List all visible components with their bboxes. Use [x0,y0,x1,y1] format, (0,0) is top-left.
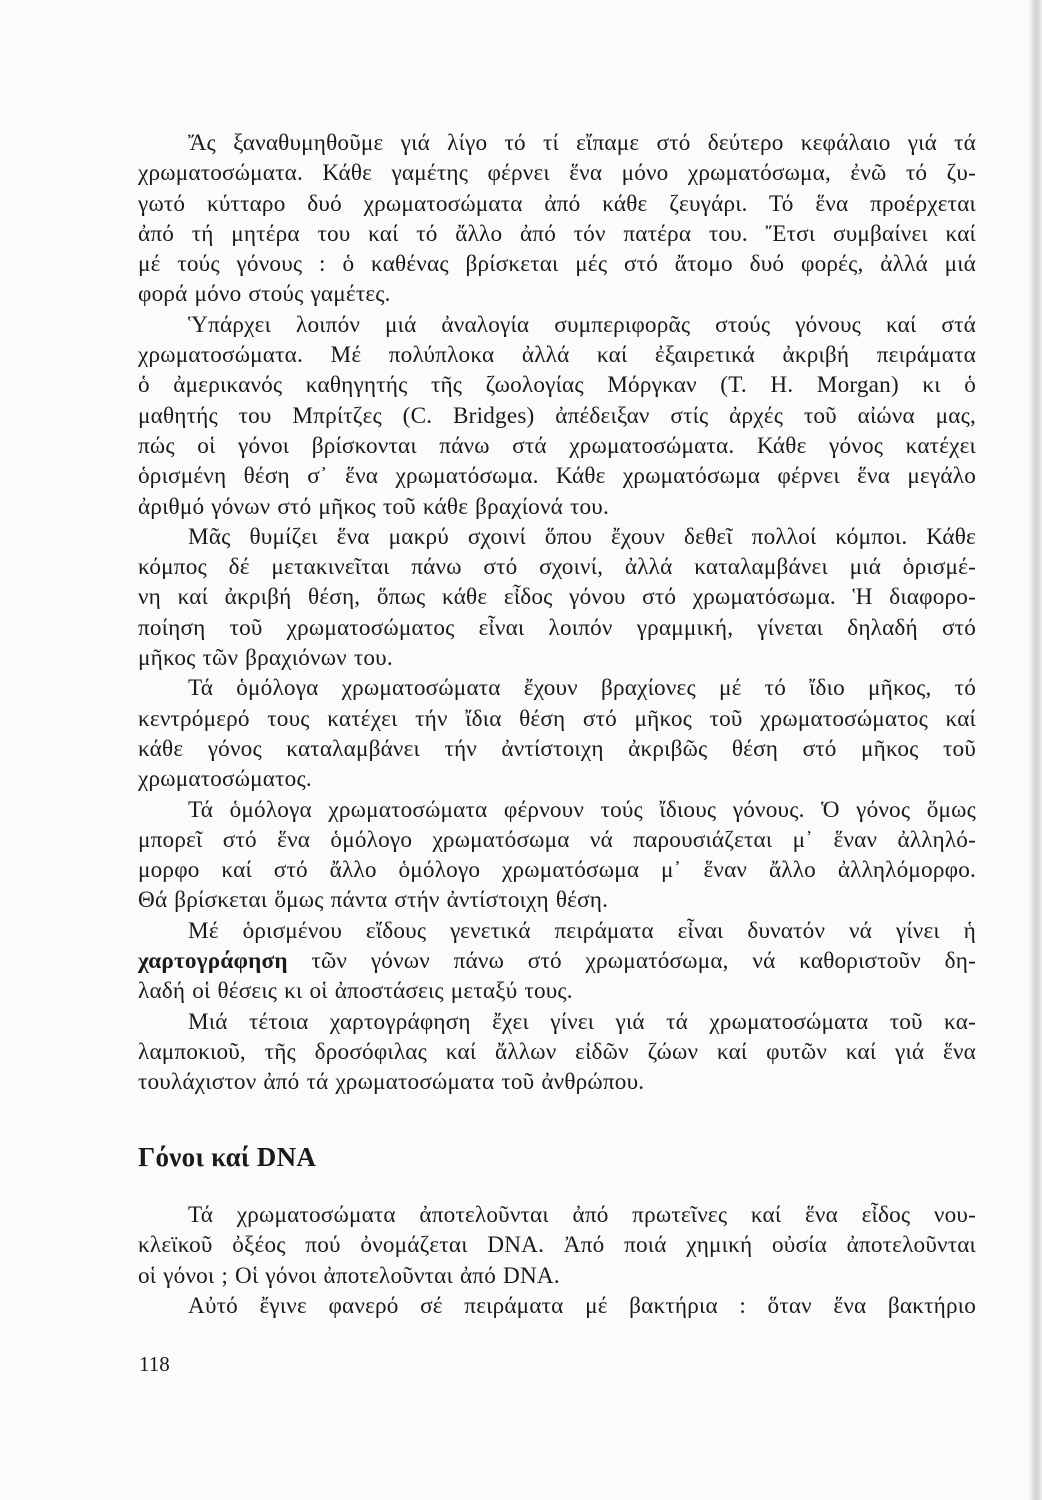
text-line: οἱ γόνοι ; Οἱ γόνοι ἀποτελοῦνται ἀπό DNA. [138,1262,560,1289]
paragraph [138,673,976,794]
text-line: ἀπό τή μητέρα του καί τό ἄλλο ἀπό τόν πατέρα του. Ἔτσι συμβαίνει καί [138,220,976,247]
paragraph [138,310,976,522]
text-line: Τά χρωματοσώματα ἀποτελοῦνται ἀπό πρωτεῖνες καί ἕνα εἶδος νου- [188,1202,976,1228]
text-line: μέ τούς γόνους : ὁ καθένας βρίσκεται μές στό ἄτομο δυό φορές, ἀλλά μιά [138,251,976,278]
paragraph [138,1007,976,1098]
text-line: Μιά τέτοια χαρτογράφηση ἔχει γίνει γιά τά χρωματοσώματα τοῦ κα- [188,1008,976,1035]
page-body [138,128,976,1098]
text-line: ὁρισμένη θέση σ᾽ ἕνα χρωματόσωμα. Κάθε χρωματόσωμα φέρνει ἕνα μεγάλο [138,463,976,490]
bold-term: χαρτογράφηση [138,948,288,975]
text-line: Μᾶς θυμίζει ἕνα μακρύ σχοινί ὅπου ἔχουν δεθεῖ πολλοί κόμποι. Κάθε [188,523,976,550]
paragraph [138,1291,976,1321]
text-line: ἀριθμό γόνων στό μῆκος τοῦ κάθε βραχίονά του. [138,493,609,520]
text-line [138,946,976,976]
text-line: ὁ ἀμερικανός καθηγητής τῆς ζωολογίας Μόργκαν (T. H. Morgan) κι ὁ [138,372,976,399]
page-number: 118 [139,1352,170,1376]
text-line: μῆκος τῶν βραχιόνων του. [138,645,393,672]
text-line: κόμπος δέ μετακινεῖται πάνω στό σχοινί, ἀλλά καταλαμβάνει μιά ὁρισμέ- [138,554,976,581]
text-line: κλεϊκοῦ ὀξέος πού ὀνομάζεται DNA. Ἀπό ποιά χημική οὐσία ἀποτελοῦνται [138,1232,976,1259]
text-line: Θά βρίσκεται ὅμως πάντα στήν ἀντίστοιχη θέση. [138,887,609,914]
text-line: Τά ὁμόλογα χρωματοσώματα ἔχουν βραχίονες μέ τό ἴδιο μῆκος, τό [188,675,976,702]
text-line: Τά ὁμόλογα χρωματοσώματα φέρνουν τούς ἴδιους γόνους. Ὁ γόνος ὅμως [188,796,976,823]
text-line: ποίηση τοῦ χρωματοσώματος εἶναι λοιπόν γραμμική, γίνεται δηλαδή στό [138,614,976,641]
text-line: φορά μόνο στούς γαμέτες. [138,281,391,308]
text-line: Ὑπάρχει λοιπόν μιά ἀναλογία συμπεριφορᾶς στούς γόνους καί στά [188,311,976,338]
text-line: Ἄς ξαναθυμηθοῦμε γιά λίγο τό τί εἴπαμε στό δεύτερο κεφάλαιο γιά τά [188,130,976,156]
text-line: μπορεῖ στό ἕνα ὁμόλογο χρωματόσωμα νά παρουσιάζεται μ᾽ ἕναν ἀλληλό- [138,826,976,853]
text-line: κάθε γόνος καταλαμβάνει τήν ἀντίστοιχη ἀκριβῶς θέση στό μῆκος τοῦ [138,735,976,762]
text-line: κεντρόμερό τους κατέχει τήν ἴδια θέση στό μῆκος τοῦ χρωματοσώματος καί [138,705,976,732]
paragraph [138,1200,976,1291]
text-line: μορφο καί στό ἄλλο ὁμόλογο χρωματόσωμα μ᾽ ἕναν ἄλλο ἀλληλόμορφο. [138,857,976,884]
paragraph [138,916,976,1007]
paragraph [138,522,976,673]
text-line: λαδή οἱ θέσεις κι οἱ ἀποστάσεις μεταξύ τους. [138,978,573,1005]
text-line: χρωματοσώματος. [138,766,312,793]
text-line: Αὐτό ἔγινε φανερό σέ πειράματα μέ βακτήρια : ὅταν ἕνα βακτήριο [188,1292,976,1319]
section-body [138,1200,976,1321]
text-line: χρωματοσώματα. Μέ πολύπλοκα ἀλλά καί ἐξαιρετικά ἀκριβή πειράματα [138,342,976,369]
section-heading: Γόνοι καί DNA [138,1142,317,1172]
text-line: Μέ ὁρισμένου εἴδους γενετικά πειράματα εἶναι δυνατόν νά γίνει ἡ [188,917,976,944]
text-fragment: τῶν γόνων πάνω στό χρωματόσωμα, νά καθοριστοῦν δη- [311,948,976,975]
text-line: λαμποκιοῦ, τῆς δροσόφιλας καί ἄλλων εἰδῶν ζώων καί φυτῶν καί γιά ἕνα [138,1038,976,1065]
text-line: μαθητής του Μπρίτζες (C. Bridges) ἀπέδειξαν στίς ἀρχές τοῦ αἰώνα μας, [138,402,976,429]
paragraph [138,795,976,916]
text-line: τουλάχιστον ἀπό τά χρωματοσώματα τοῦ ἀνθρώπου. [138,1069,645,1096]
text-line: γωτό κύτταρο δυό χρωματοσώματα ἀπό κάθε ζευγάρι. Τό ἕνα προέρχεται [138,190,976,217]
paragraph [138,128,976,310]
text-line: πώς οἱ γόνοι βρίσκονται πάνω στά χρωματοσώματα. Κάθε γόνος κατέχει [138,432,976,459]
text-line: νη καί ἀκριβή θέση, ὅπως κάθε εἶδος γόνου στό χρωματόσωμα. Ἡ διαφορο- [138,584,976,611]
page-gutter-shadow [1028,0,1042,1500]
text-line: χρωματοσώματα. Κάθε γαμέτης φέρνει ἕνα μόνο χρωματόσωμα, ἐνῶ τό ζυ- [138,160,976,187]
